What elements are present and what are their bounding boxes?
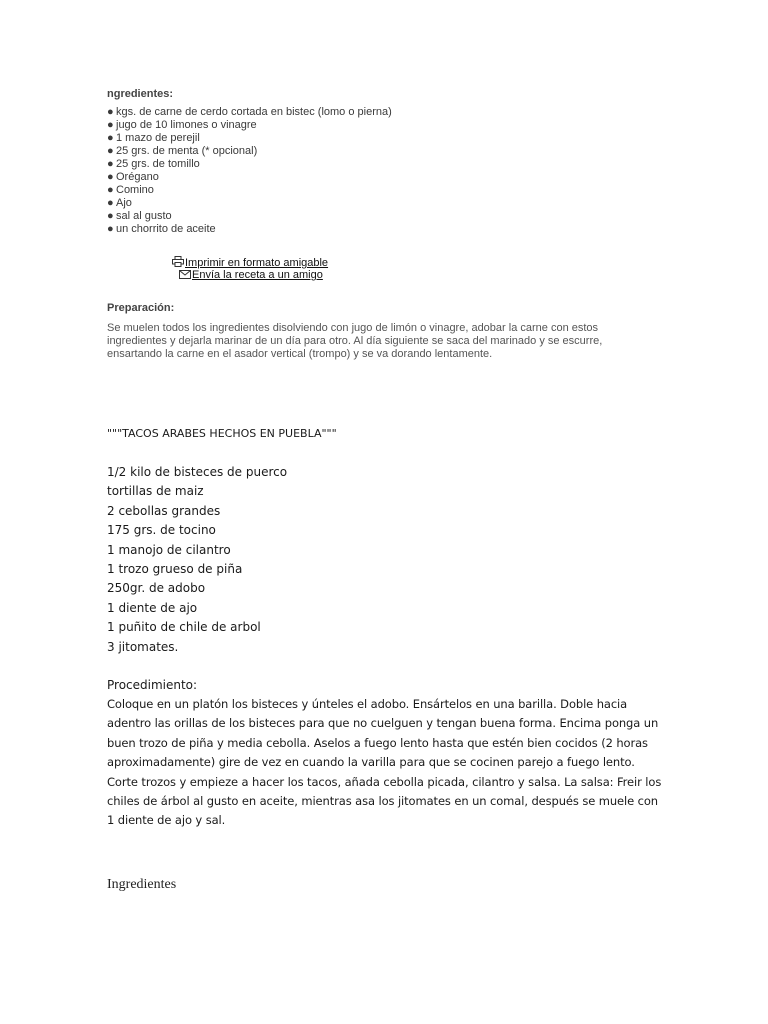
send-to-friend-link[interactable]: [179, 269, 323, 282]
list-item: tortillas de maiz: [107, 484, 204, 499]
list-item: ● Ajo: [107, 197, 132, 209]
bullet: ●: [107, 197, 114, 209]
list-item: ● un chorrito de aceite: [107, 223, 216, 235]
ingredients-heading: ngredientes:: [107, 88, 174, 100]
bullet: ●: [107, 158, 114, 170]
list-item: 1 diente de ajo: [107, 600, 198, 615]
bullet: ●: [107, 210, 114, 222]
printer-icon: [172, 256, 184, 270]
list-item: 1/2 kilo de bisteces de puerco: [107, 465, 288, 479]
list-item: ● Orégano: [107, 171, 159, 183]
bullet: ●: [107, 184, 114, 196]
envelope-icon: [179, 270, 191, 282]
list-item: 175 grs. de tocino: [107, 523, 216, 538]
list-item: 3 jitomates.: [107, 639, 179, 654]
list-item: ● Comino: [107, 184, 154, 196]
list-item: 250gr. de adobo: [107, 581, 206, 596]
procedure-text: Coloque en un platón los bisteces y únteles el adobo. Ensártelos en una barilla. Doble hacia adentro las orillas de los bisteces para que no cuelguen y tengan buena forma. Encima ponga un buen trozo de piña y media cebolla. Aselos a fuego lento hasta que estén bien cocidos (2 horas aproximadamente) gire de vez en cuando la varilla para que se cocinen parejo a fuego lento. Corte trozos y empieze a hacer los tacos, añada cebolla picada, cilantro y salsa. La salsa: Freir los chiles de árbol al gusto en aceite, mientras asa los jitomates en un comal, después se muele con 1 diente de ajo y sal.: [107, 697, 662, 828]
bullet: ●: [107, 106, 114, 118]
bullet: ●: [107, 132, 114, 144]
bullet: ●: [107, 223, 114, 235]
ingredients-section-heading: Ingredientes: [107, 877, 177, 892]
print-link-label: Imprimir en formato amigable: [185, 257, 329, 269]
recipe-title: """TACOS ARABES HECHOS EN PUEBLA""": [107, 427, 337, 440]
preparation-heading: Preparación:: [107, 302, 175, 314]
ingredients-list: [107, 106, 392, 236]
send-link-label: Envía la receta a un amigo: [192, 269, 323, 281]
list-item: ● 25 grs. de menta (* opcional): [107, 145, 258, 157]
list-item: ● sal al gusto: [107, 210, 172, 222]
tacos-ingredients-list: [107, 463, 287, 657]
list-item: ● kgs. de carne de cerdo cortada en bistec (lomo o pierna): [107, 106, 392, 118]
list-item: ● 1 mazo de perejil: [107, 132, 200, 144]
list-item: 1 trozo grueso de piña: [107, 562, 243, 577]
list-item: ● jugo de 10 limones o vinagre: [107, 119, 257, 131]
bullet: ●: [107, 145, 114, 157]
list-item: 1 manojo de cilantro: [107, 542, 231, 557]
procedure-heading: Procedimiento:: [107, 678, 198, 692]
bullet: ●: [107, 171, 114, 183]
list-item: 2 cebollas grandes: [107, 503, 221, 518]
preparation-text: Se muelen todos los ingredientes disolviendo con jugo de limón o vinagre, adobar la carne con estos ingredientes y dejarla marinar de un día para otro. Al día siguiente se saca del marinado y se escurre, ensartando la carne en el asador vertical (trompo) y se va dorando lentamente.: [107, 322, 603, 360]
bullet: ●: [107, 119, 114, 131]
print-friendly-link[interactable]: [172, 256, 328, 270]
list-item: ● 25 grs. de tomillo: [107, 158, 200, 170]
list-item: 1 puñito de chile de arbol: [107, 620, 261, 635]
